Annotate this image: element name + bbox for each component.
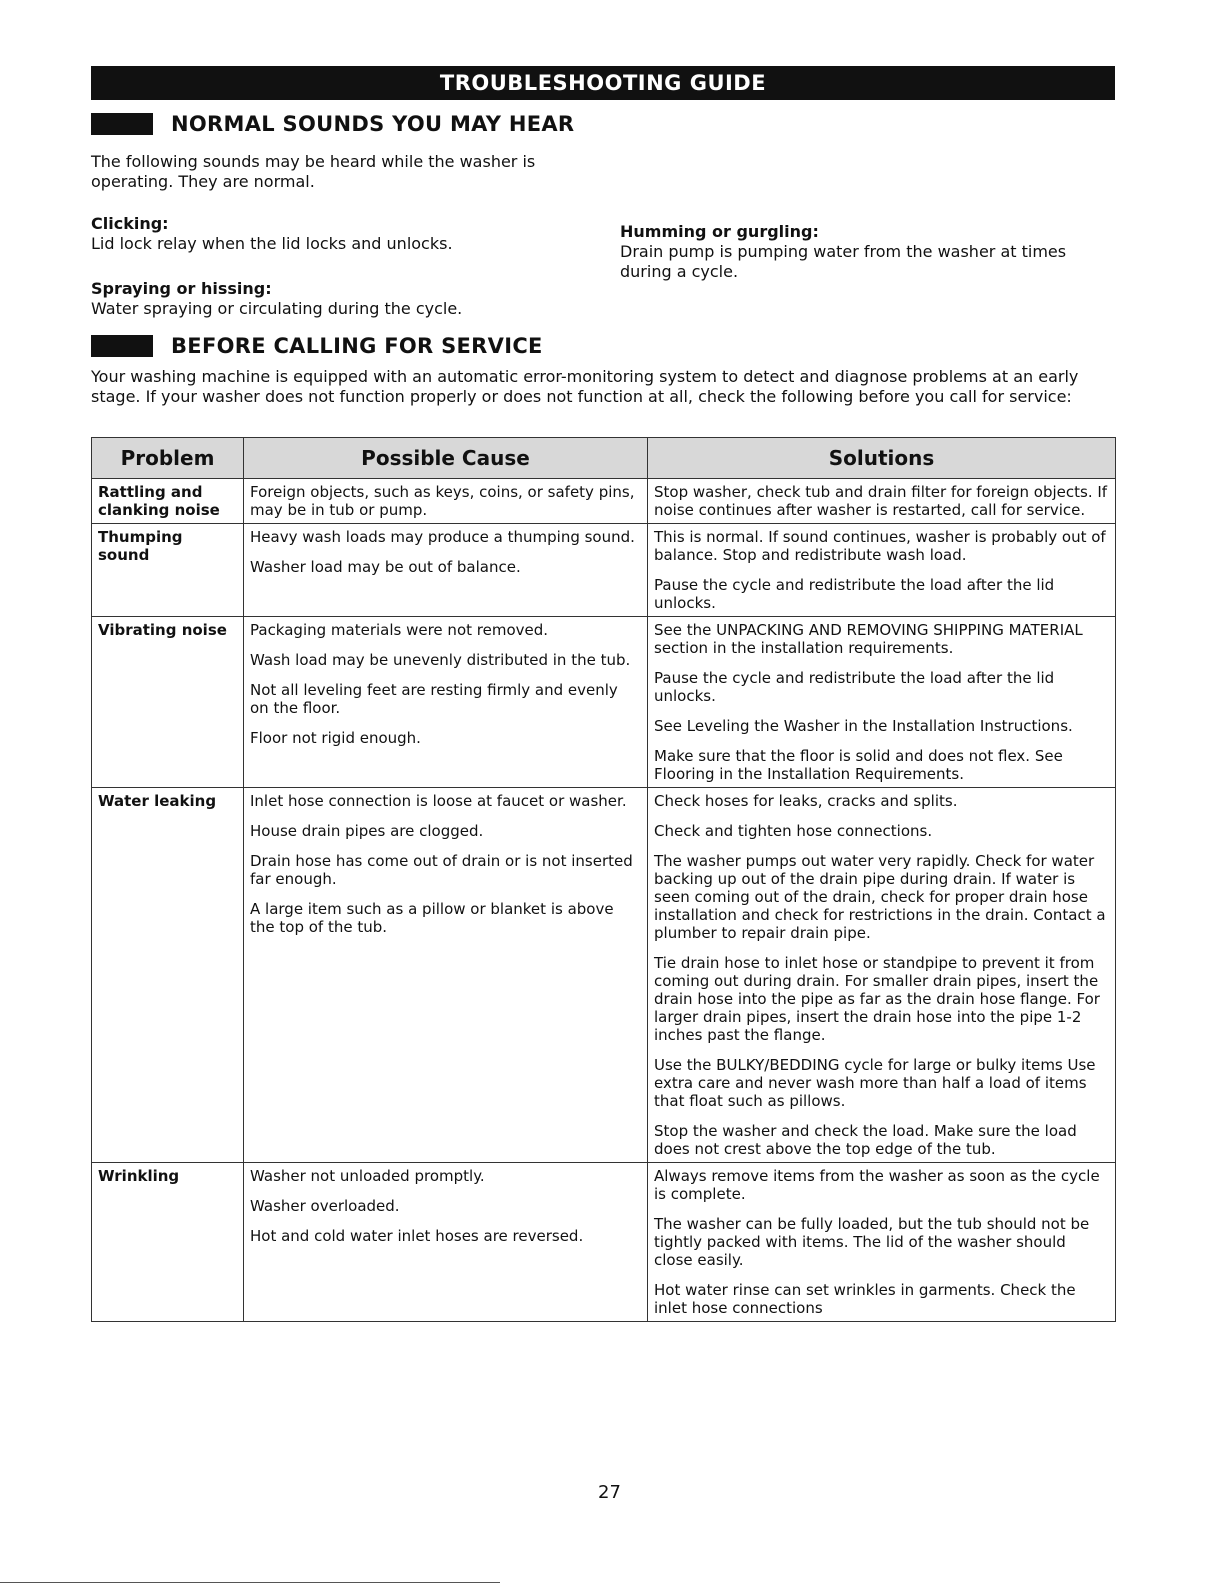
heading-marker <box>91 113 153 135</box>
solution-text: Always remove items from the washer as soon as the cycle is complete. <box>654 1167 1100 1203</box>
solution-cell <box>648 524 1116 617</box>
solution-cell <box>648 788 1116 1163</box>
solution-text: See Leveling the Washer in the Installation Instructions. <box>654 717 1073 735</box>
problem-cell: Thumping sound <box>92 524 244 617</box>
page-title: TROUBLESHOOTING GUIDE <box>91 66 1115 100</box>
spraying-text: Water spraying or circulating during the cycle. <box>91 299 463 318</box>
solution-text: Hot water rinse can set wrinkles in garments. Check the inlet hose connections <box>654 1281 1076 1317</box>
before-service-heading <box>91 331 543 361</box>
normal-sounds-heading <box>91 109 574 139</box>
problem-cell: Vibrating noise <box>92 617 244 788</box>
troubleshooting-table <box>91 437 1116 1322</box>
solution-text: Pause the cycle and redistribute the load after the lid unlocks. <box>654 576 1055 612</box>
cause-cell <box>244 1163 648 1322</box>
heading-marker <box>91 335 153 357</box>
solution-text: Stop the washer and check the load. Make sure the load does not crest above the top edge of the tub. <box>654 1122 1077 1158</box>
table-row <box>92 788 1116 1163</box>
cause-cell <box>244 524 648 617</box>
humming-text: Drain pump is pumping water from the washer at times during a cycle. <box>620 242 1067 281</box>
cause-cell <box>244 617 648 788</box>
cause-text: Washer load may be out of balance. <box>250 558 521 576</box>
table-header-row <box>92 438 1116 479</box>
header-solutions: Solutions <box>648 438 1116 479</box>
before-service-title: BEFORE CALLING FOR SERVICE <box>171 334 543 358</box>
solution-text: See the UNPACKING AND REMOVING SHIPPING MATERIAL section in the installation requirements. <box>654 621 1083 657</box>
solution-text: This is normal. If sound continues, washer is probably out of balance. Stop and redistribute wash load. <box>654 528 1106 564</box>
cause-text: Drain hose has come out of drain or is not inserted far enough. <box>250 852 633 888</box>
footer-rule <box>0 1582 500 1583</box>
cause-text: Not all leveling feet are resting firmly and evenly on the floor. <box>250 681 618 717</box>
table-row <box>92 1163 1116 1322</box>
solution-text: Check and tighten hose connections. <box>654 822 933 840</box>
table-row <box>92 617 1116 788</box>
humming-entry <box>620 222 1110 282</box>
clicking-label: Clicking: <box>91 214 169 233</box>
humming-label: Humming or gurgling: <box>620 222 819 241</box>
solution-text: Make sure that the floor is solid and does not flex. See Flooring in the Installation Requirements. <box>654 747 1063 783</box>
solution-cell <box>648 1163 1116 1322</box>
problem-cell: Rattling and clanking noise <box>92 479 244 524</box>
solution-text: The washer can be fully loaded, but the tub should not be tightly packed with items. The lid of the washer should close easily. <box>654 1215 1090 1269</box>
cause-text: Hot and cold water inlet hoses are reversed. <box>250 1227 584 1245</box>
cause-cell <box>244 788 648 1163</box>
cause-text: Floor not rigid enough. <box>250 729 421 747</box>
cause-text: A large item such as a pillow or blanket is above the top of the tub. <box>250 900 614 936</box>
page-number: 27 <box>598 1482 621 1503</box>
solution-text: Stop washer, check tub and drain filter for foreign objects. If noise continues after washer is restarted, call for service. <box>654 483 1108 519</box>
cause-text: Wash load may be unevenly distributed in the tub. <box>250 651 631 669</box>
normal-sounds-intro: The following sounds may be heard while the washer is operating. They are normal. <box>91 152 536 191</box>
cause-cell <box>244 479 648 524</box>
cause-text: Packaging materials were not removed. <box>250 621 549 639</box>
spraying-entry <box>91 279 591 319</box>
cause-text: Washer not unloaded promptly. <box>250 1167 485 1185</box>
cause-text: Foreign objects, such as keys, coins, or safety pins, may be in tub or pump. <box>250 483 635 519</box>
spraying-label: Spraying or hissing: <box>91 279 272 298</box>
solution-cell <box>648 617 1116 788</box>
solution-cell <box>648 479 1116 524</box>
header-cause: Possible Cause <box>244 438 648 479</box>
cause-text: Washer overloaded. <box>250 1197 400 1215</box>
before-service-intro: Your washing machine is equipped with an automatic error-monitoring system to detect and diagnose problems at an early stage. If your washer does not function properly or does not function at all, check the following before you call for service: <box>91 367 1079 406</box>
solution-text: Check hoses for leaks, cracks and splits. <box>654 792 958 810</box>
cause-text: Inlet hose connection is loose at faucet or washer. <box>250 792 627 810</box>
header-problem: Problem <box>92 438 244 479</box>
table-row <box>92 479 1116 524</box>
cause-text: Heavy wash loads may produce a thumping sound. <box>250 528 635 546</box>
cause-text: House drain pipes are clogged. <box>250 822 484 840</box>
problem-cell: Water leaking <box>92 788 244 1163</box>
solution-text: Use the BULKY/BEDDING cycle for large or bulky items Use extra care and never wash more than half a load of items that float such as pillows. <box>654 1056 1096 1110</box>
solution-text: The washer pumps out water very rapidly. Check for water backing up out of the drain pipe during drain. If water is seen coming out of the drain, check for proper drain hose installation and check for restrictions in the drain. Contact a plumber to repair drain pipe. <box>654 852 1106 942</box>
solution-text: Tie drain hose to inlet hose or standpipe to prevent it from coming out during drain. For smaller drain pipes, insert the drain hose into the pipe as far as the drain hose flange. For larger drain pipes, insert the drain hose into the pipe 1-2 inches past the flange. <box>654 954 1100 1044</box>
clicking-text: Lid lock relay when the lid locks and unlocks. <box>91 234 453 253</box>
solution-text: Pause the cycle and redistribute the load after the lid unlocks. <box>654 669 1055 705</box>
normal-sounds-title: NORMAL SOUNDS YOU MAY HEAR <box>171 112 575 136</box>
clicking-entry <box>91 214 591 254</box>
problem-cell: Wrinkling <box>92 1163 244 1322</box>
table-row <box>92 524 1116 617</box>
